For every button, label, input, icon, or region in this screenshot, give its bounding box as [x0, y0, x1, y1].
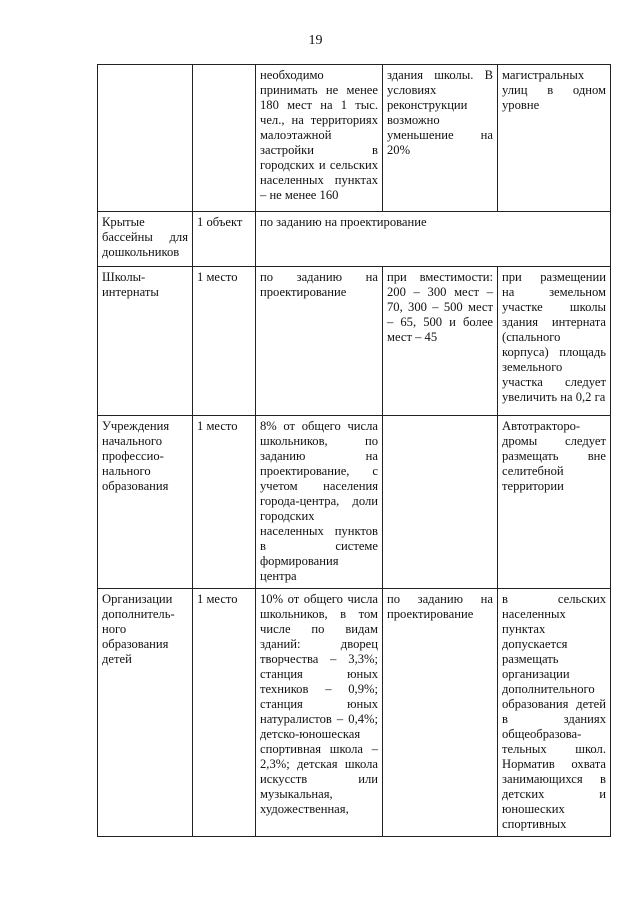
- unit-cell: 1 место: [193, 267, 256, 416]
- facility-cell: Учреждения начального профессио-нального образования: [98, 416, 193, 589]
- norm-cell: необходимо принимать не менее 180 мест на 1 тыс. чел., на территориях малоэтажной застройки в городских и сельских населенных пунктах – не менее 160: [256, 65, 383, 212]
- norm-cell: по заданию на проектирование: [256, 267, 383, 416]
- facility-cell: Крытые бассейны для дошкольников: [98, 212, 193, 267]
- note-cell: здания школы. В условиях реконструкции возможно уменьшение на 20%: [383, 65, 498, 212]
- note-cell: [383, 416, 498, 589]
- note-cell: по заданию на проектирование: [383, 589, 498, 837]
- table-row: [98, 416, 611, 589]
- norm-cell: 10% от общего числа школьников, в том числе по видам зданий: дворец творчества – 3,3%; станция юных техников – 0,9%; станция юных натуралистов – 0,4%; детско-юношеская спортивная школа – 2,3%; детская школа искусств или музыкальная, художественная,: [256, 589, 383, 837]
- normative-table: [97, 64, 611, 837]
- unit-cell: 1 место: [193, 589, 256, 837]
- note-cell: при вместимости: 200 – 300 мест – 70, 300 – 500 мест – 65, 500 и более мест – 45: [383, 267, 498, 416]
- table-row: [98, 65, 611, 212]
- facility-cell: Организации дополнитель-ного образования детей: [98, 589, 193, 837]
- facility-cell: [98, 65, 193, 212]
- remark-cell: при размещении на земельном участке школы здания интерната (спального корпуса) площадь земельного участка следует увеличить на 0,2 га: [498, 267, 611, 416]
- norm-cell: 8% от общего числа школьников, по заданию на проектирование, с учетом населения города-центра, доли городских населенных пунктов в системе формирования центра: [256, 416, 383, 589]
- remark-cell: в сельских населенных пунктах допускается размещать организации дополнительного образования детей в зданиях общеобразова-тельных школ. Норматив охвата занимающихся в детских и юношеских спортивных: [498, 589, 611, 837]
- unit-cell: 1 объект: [193, 212, 256, 267]
- norm-merged-cell: по заданию на проектирование: [256, 212, 611, 267]
- page-number: 19: [308, 33, 323, 48]
- table-row: [98, 267, 611, 416]
- table-row: [98, 212, 611, 267]
- unit-cell: [193, 65, 256, 212]
- unit-cell: 1 место: [193, 416, 256, 589]
- remark-cell: магистральных улиц в одном уровне: [498, 65, 611, 212]
- facility-cell: Школы-интернаты: [98, 267, 193, 416]
- remark-cell: Автотракторо-дромы следует размещать вне селитебной территории: [498, 416, 611, 589]
- table-row: [98, 589, 611, 837]
